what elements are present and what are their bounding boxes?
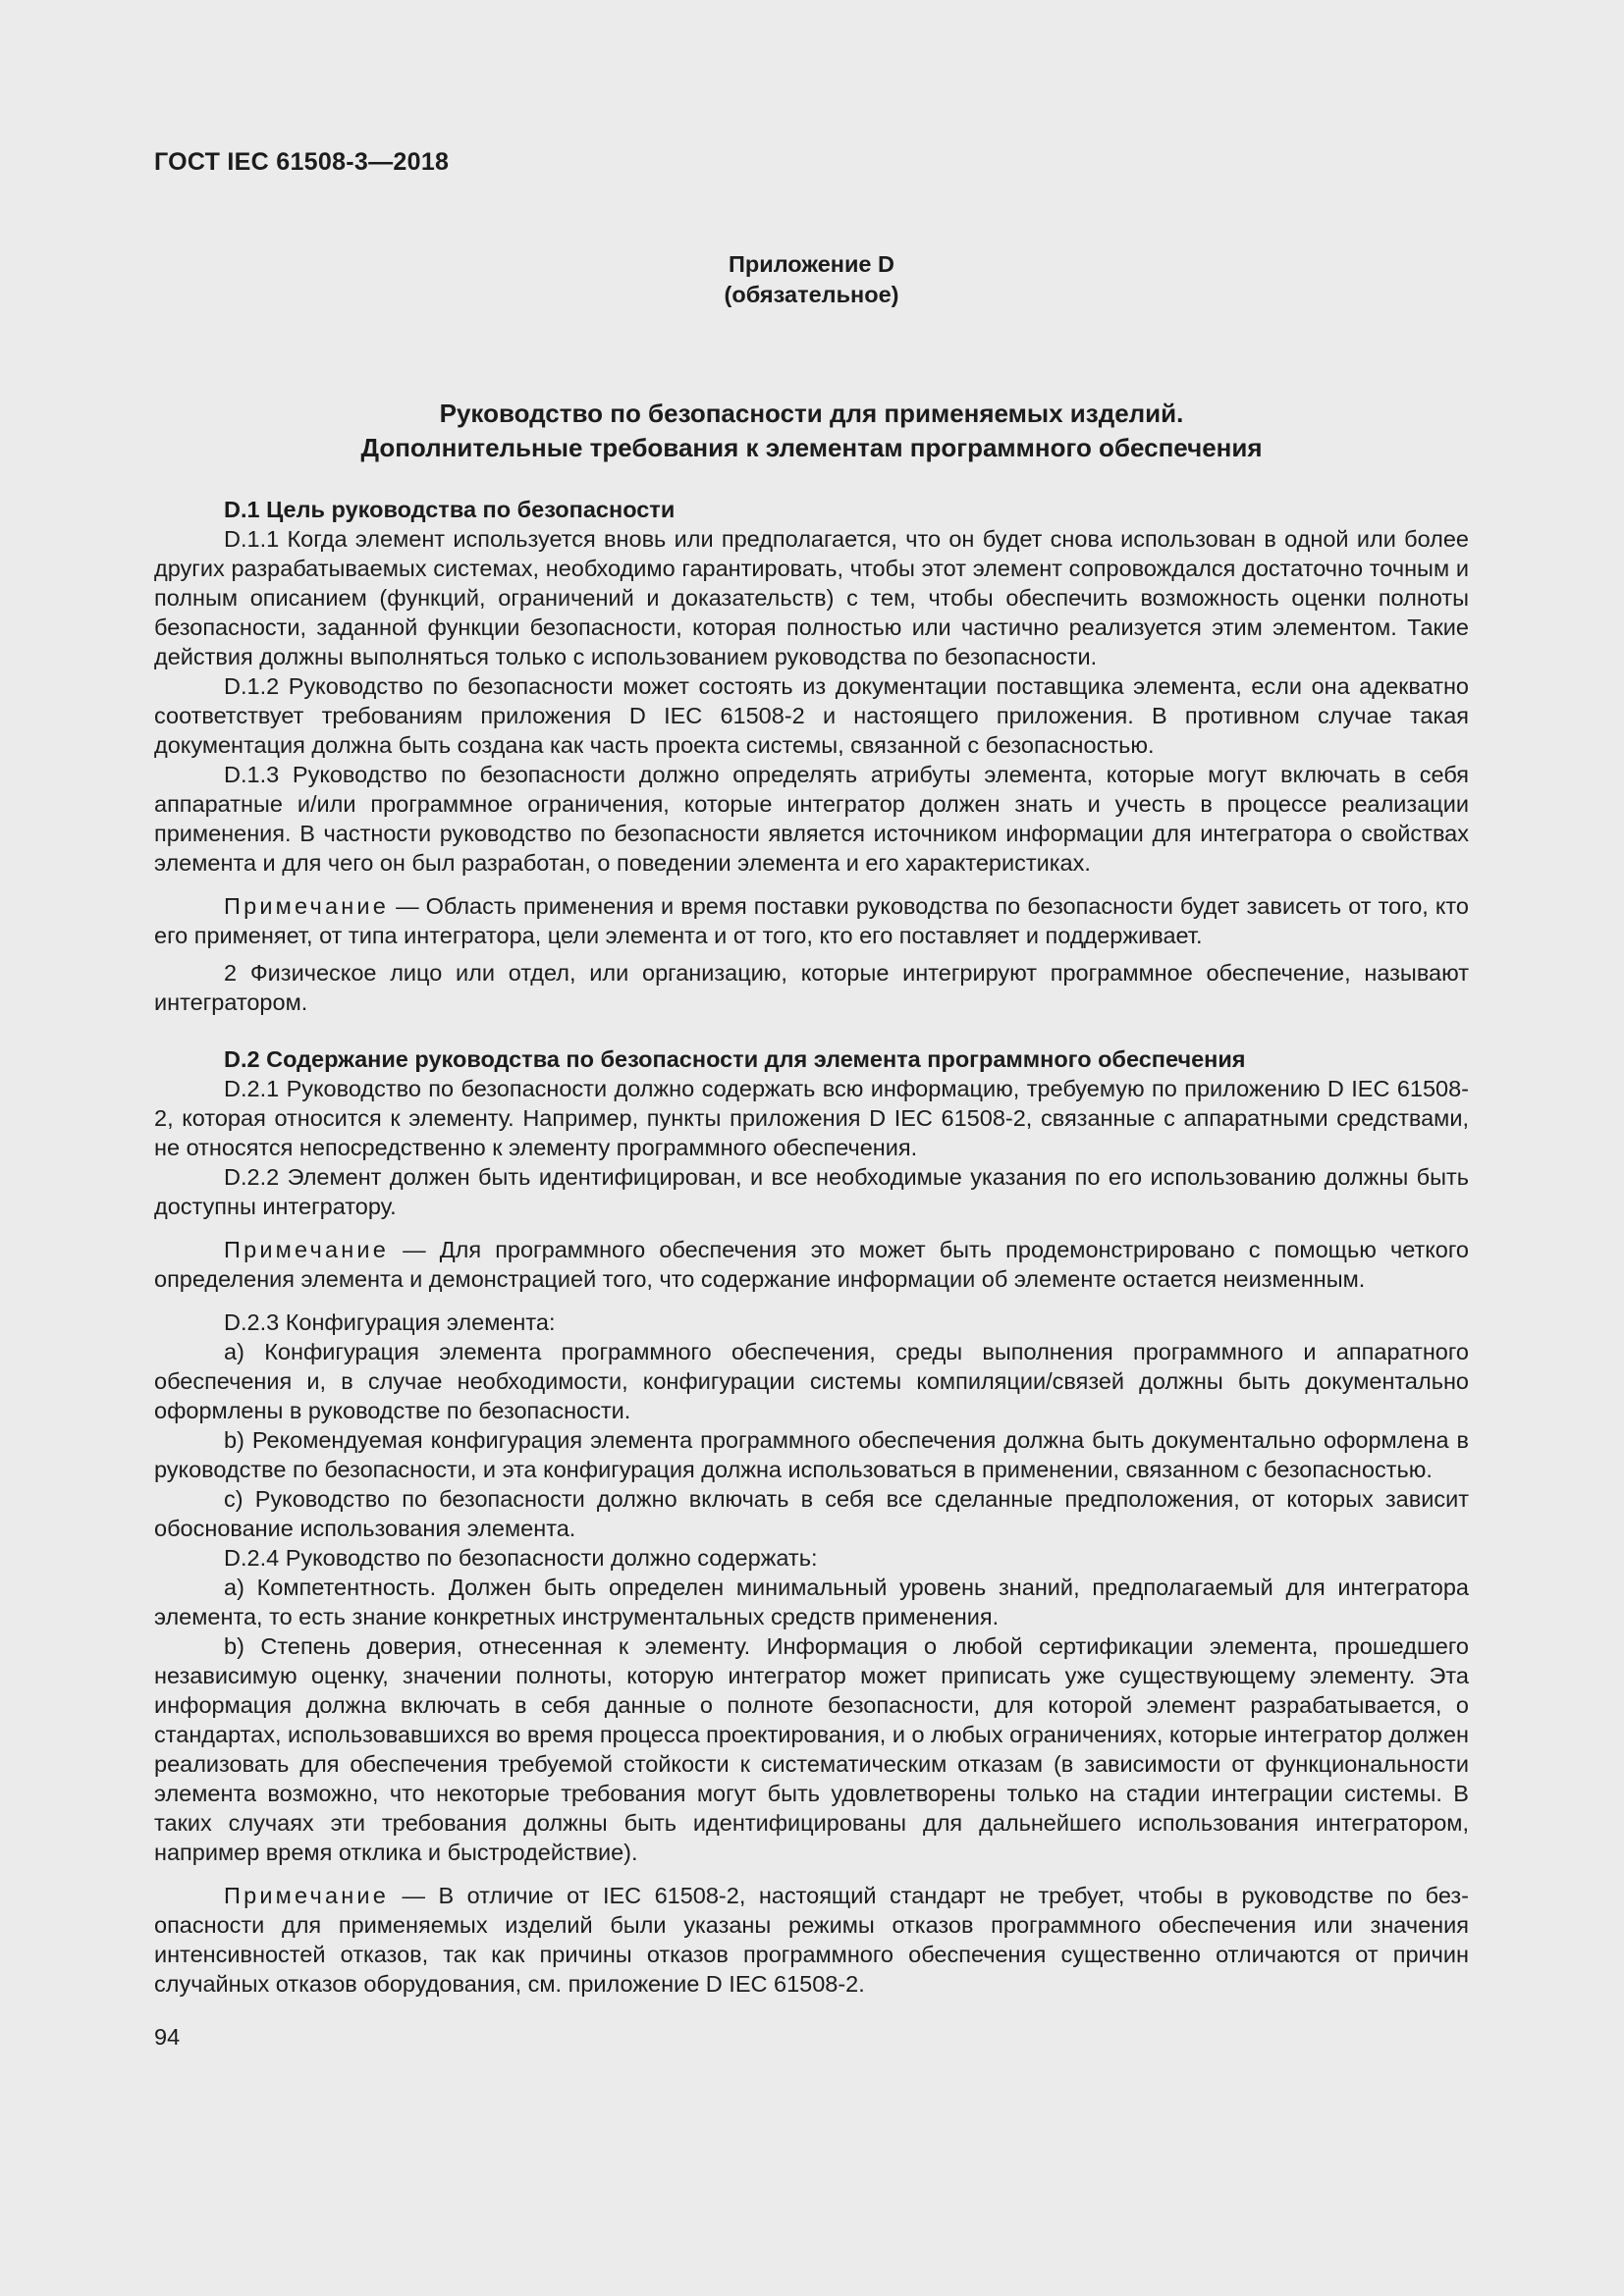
note-label: Примечание bbox=[224, 893, 390, 919]
note-text: — В отличие от IEC 61508-2, настоящий стандарт не требует, чтобы в руководстве по безопасности для применяемых изделий были указаны режимы отказов программного обеспечения или значения интенсивностей отказов, так как причины отказов программного обеспечения существенно отличаются от причин случайных отказов оборудования, см. приложение D IEC 61508-2. bbox=[154, 1883, 1469, 1997]
section-d1-heading: D.1 Цель руководства по безопасности bbox=[224, 497, 676, 522]
document-title-line-1: Руководство по безопасности для применяемых изделий. bbox=[439, 399, 1184, 428]
appendix-title: Приложение D bbox=[729, 251, 894, 277]
note-d2-1 bbox=[154, 1235, 1469, 1294]
document-title-line-2: Дополнительные требования к элементам программного обеспечения bbox=[360, 433, 1263, 462]
document-code: ГОСТ IEC 61508-3—2018 bbox=[154, 148, 450, 176]
paragraph-d2-1: D.2.1 Руководство по безопасности должно содержать всю информацию, требуемую по приложению D IEC 61508-2, которая относится к элементу. Например, пункты приложения D IEC 61508-2, связанные с аппаратными средствами, не относятся непосредственно к элементу программного обеспечения. bbox=[154, 1076, 1469, 1160]
appendix-status: (обязательное) bbox=[724, 282, 899, 307]
paragraph-d2-3-a: а) Конфигурация элемента программного обеспечения, среды выполнения программного и аппаратного обеспечения и, в случае необходимости, конфигурации системы компиляции/связей должны быть документально оформлены в руководстве по безопасности. bbox=[154, 1339, 1469, 1423]
section-d2-heading: D.2 Содержание руководства по безопасности для элемента программного обеспечения bbox=[224, 1046, 1246, 1072]
paragraph-d2-3-c: с) Руководство по безопасности должно включать в себя все сделанные предположения, от которых зависит обоснование использования элемента. bbox=[154, 1486, 1469, 1541]
paragraph-d1-3: D.1.3 Руководство по безопасности должно определять атрибуты элемента, которые могут включать в себя аппаратные и/или программное ограничения, которые интегратор должен знать и учесть в процессе реализации применения. В частности руководство по безопасности является источником информации для интегратора о свойствах элемента и для чего он был разработан, о поведении элемента и его характеристиках. bbox=[154, 762, 1469, 876]
paragraph-d1-2: D.1.2 Руководство по безопасности может состоять из документации поставщика элемента, если она адекватно соответствует требованиям приложения D IEC 61508-2 и настоящего приложения. В противном случае такая документация должна быть создана как часть проекта системы, связанной с безопасностью. bbox=[154, 673, 1469, 758]
paragraph-d2-3: D.2.3 Конфигурация элемента: bbox=[224, 1309, 556, 1335]
paragraph-d1-1: D.1.1 Когда элемент используется вновь или предполагается, что он будет снова использован в одной или более других разрабатываемых системах, необходимо гарантировать, чтобы этот элемент сопровождался достаточно точным и полным описанием (функций, ограничений и доказательств) с тем, чтобы обеспечить возможность оценки полноты безопасности, заданной функции безопасности, которая полностью или частично реализуется этим элементом. Такие действия должны выполняться только с использованием руководства по безопасности. bbox=[154, 526, 1469, 669]
paragraph-d2-4: D.2.4 Руководство по безопасности должно содержать: bbox=[224, 1545, 818, 1571]
paragraph-d2-4-b: b) Степень доверия, отнесенная к элементу. Информация о любой сертификации элемента, прошедшего независимую оценку, значении полноты, которую интегратор может приписать уже существующему элементу. Эта информация должна включать в себя данные о полноте безопасности, для которой элемент разрабатывается, о стандартах, использовавшихся во время процесса проектирования, и о любых ограничениях, которые интегратор должен реализовать для обеспечения требуемой стойкости к систематическим отказам (в зависимости от функциональности элемента возможно, что некоторые требования могут быть удовлетворены только на стадии интеграции системы. В таких случаях эти требования должны быть идентифицированы для дальнейшего использования интегратором, например время отклика и быстродействие). bbox=[154, 1633, 1469, 1865]
page-number: 94 bbox=[154, 2024, 181, 2050]
note-label: Примечание bbox=[224, 1237, 390, 1262]
paragraph-d2-4-a: а) Компетентность. Должен быть определен минимальный уровень знаний, предполагаемый для интегратора элемента, то есть знание конкретных инструментальных средств применения. bbox=[154, 1575, 1469, 1629]
appendix-heading bbox=[154, 249, 1469, 310]
note-text: — Область применения и время поставки руководства по безопасности будет зависеть от того, кто его применяет, от типа интегратора, цели элемента и от того, кто его поставляет и поддерживает. bbox=[154, 893, 1469, 948]
paragraph-d2-2: D.2.2 Элемент должен быть идентифицирован, и все необходимые указания по его использованию должны быть доступны интегратору. bbox=[154, 1164, 1469, 1219]
document-title bbox=[154, 397, 1469, 465]
note-label: Примечание bbox=[224, 1883, 390, 1908]
note-d1 bbox=[154, 891, 1469, 950]
note-d2-2 bbox=[154, 1881, 1469, 1999]
note-d1-2: 2 Физическое лицо или отдел, или организацию, которые интегрируют программное обеспечение, называют интегратором. bbox=[154, 960, 1469, 1015]
note-text: — Для программного обеспечения это может быть продемонстрировано с помощью четкого определения элемента и демонстрацией того, что содержание информации об элементе остается неизменным. bbox=[154, 1237, 1469, 1292]
paragraph-d2-3-b: b) Рекомендуемая конфигурация элемента программного обеспечения должна быть документально оформлена в руководстве по безопасности, и эта конфигурация должна использоваться в применении, связанном с безопасностью. bbox=[154, 1427, 1469, 1482]
document-page bbox=[154, 147, 1469, 2052]
